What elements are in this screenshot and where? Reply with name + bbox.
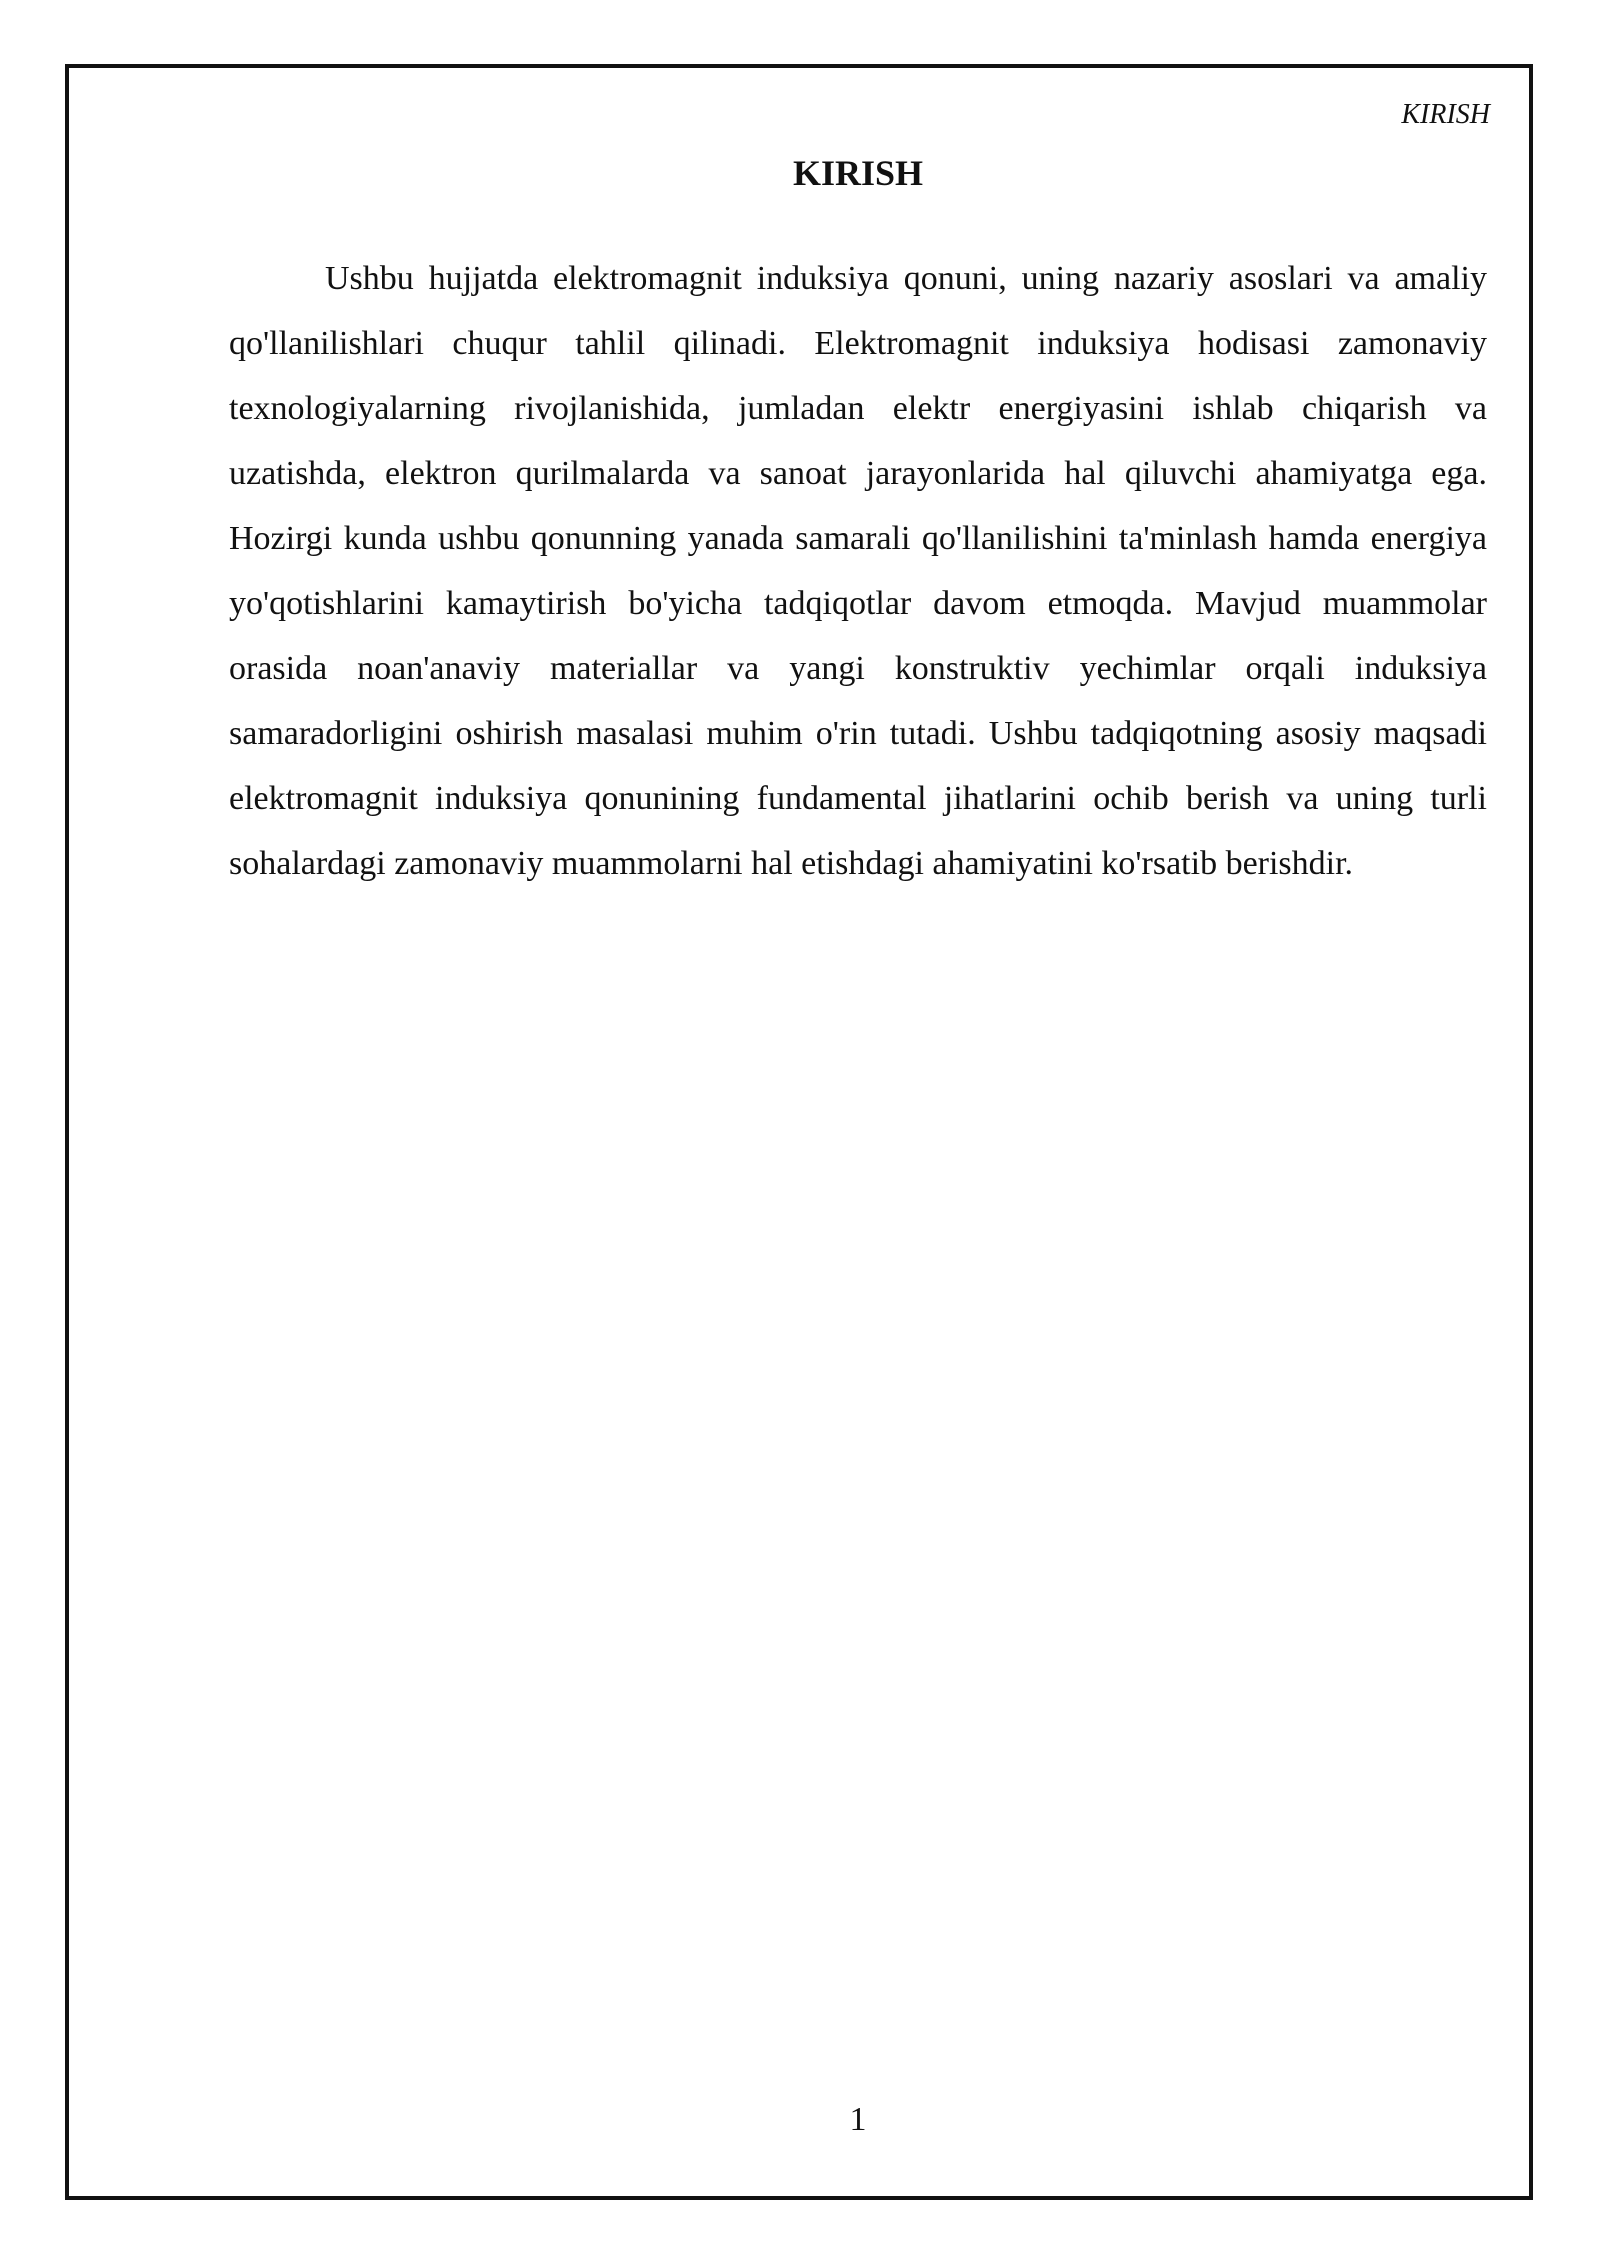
page-number: 1 <box>849 2101 867 2138</box>
body-paragraph: Ushbu hujjatda elektromagnit induksiya qonuni, uning nazariy asoslari va amaliy qo'llanilishlari chuqur tahlil qilinadi. Elektromagnit induksiya hodisasi zamonaviy texnologiyalarning rivojlanishida, jumladan elektr energiyasini ishlab chiqarish va uzatishda, elektron qurilmalarda va sanoat jarayonlarida hal qiluvchi ahamiyatga ega. Hozirgi kunda ushbu qonunning yanada samarali qo'llanilishini ta'minlash hamda energiya yo'qotishlarini kamaytirish bo'yicha tadqiqotlar davom etmoqda. Mavjud muammolar orasida noan'anaviy materiallar va yangi konstruktiv yechimlar orqali induksiya samaradorligini oshirish masalasi muhim o'rin tutadi. Ushbu tadqiqotning asosiy maqsadi elektromagnit induksiya qonunining fundamental jihatlarini ochib berish va uning turli sohalardagi zamonaviy muammolarni hal etishdagi ahamiyatini ko'rsatib berishdir. <box>229 260 1487 882</box>
page-title: KIRISH <box>792 153 924 193</box>
running-header: KIRISH <box>1401 99 1490 130</box>
